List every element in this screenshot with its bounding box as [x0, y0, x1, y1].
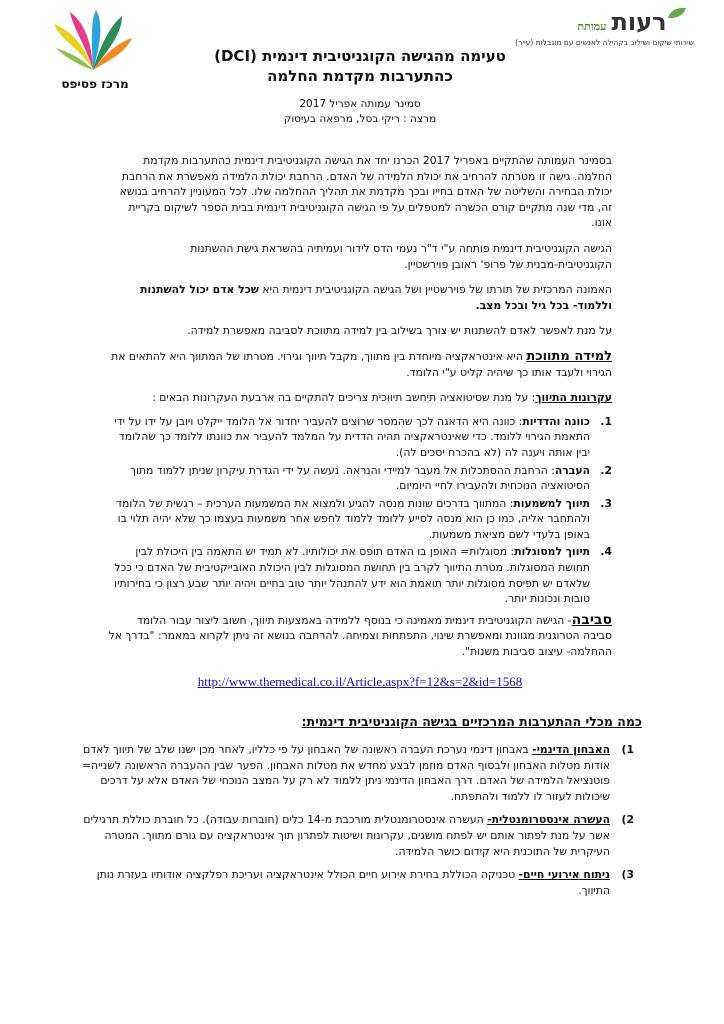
- article-link[interactable]: http://www.themedical.co.il/Article.aspx?f=12&s=2&id=1568: [197, 673, 523, 689]
- tool-text: טכניקה הכוללת בחירת אירוע חיים הכולל אינטראקציה ועריכת רפלקציה אודותיו בעזרת נותן התיווך.: [96, 868, 610, 897]
- tool-heading: ניתוח אירועי חיים-: [518, 868, 610, 882]
- paragraph-principles-intro: [108, 390, 612, 406]
- list-number: 1): [621, 743, 634, 756]
- seminar-line: סמינר עמותה אפריל 2017: [299, 98, 421, 110]
- list-item: [108, 463, 612, 494]
- principles-heading: עקרונות התיווך: [535, 391, 612, 405]
- list-number: 3): [621, 868, 634, 882]
- paragraph-intro: בסמינר העמותה שהתקיים באפריל 2017 הכרנו יחד את הגישה הקוגניטיבית דינמית כהתערבות מקדמת החלמה. גישה זו מטרתה להרחיב את יכולת הלמידה של האדם. הרחבת יכולת הלמידה מאפשרת את הרחבת יכולת הבחירה והשליטה של האדם בחייו ובכך מקדמת את תהליך ההחלמה שלו. לכל המעוניין להרחיב בנושא זה, מדי שנה מתקיים קורס הכשרה למטפלים על פי הגישה הקוגניטיבית דינמית בבית הספר לשיקום בקריית אונו.: [119, 154, 612, 230]
- paragraph-origin: הגישה הקוגניטיבית דינמית פותחה ע"י ד"ר נעמי הדס לידור ועמיתיה בהשראת גישת ההשתנות הקוגניטיבית-מבנית של פרופ' ראובן פוירשטיין.: [190, 241, 612, 271]
- paragraph-belief: [108, 282, 612, 313]
- tool-heading: העשרה אינסטרומנטלית-: [487, 813, 610, 827]
- list-item: [108, 544, 612, 606]
- tool-heading: האבחון הדינמי-: [532, 743, 610, 756]
- principle-text: : הרחבת ההסתכלות אל מעבר למיידי והנראה. נעשה על ידי הגדרת עיקרון שניתן ללמוד מתוך הסיטואציה הנוכחית ולהעבירו לחיי היומיום.: [130, 463, 590, 493]
- reut-logo: [515, 8, 694, 47]
- list-number: 4.: [600, 545, 612, 559]
- title-line-2: כהתערבות מקדמת החלמה: [267, 67, 453, 85]
- list-item: [108, 414, 612, 461]
- list-item: [108, 496, 612, 543]
- list-number: 2.: [600, 463, 612, 477]
- tool-text: באבחון דינמי נערכת העברה ראשונה של האבחון על פי כלליו, לאחר מכן ישנו שלב של תיווך לאדם אודות מטלות האבחון ולבסוף האדם מוזמן לבצע מחדש את מטלות האבחון. הפער שבין ההעברה הראשונה לשנייה= פוטנציאל הלמידה של האדם. דרך האבחון הדינמי ניתן ללמוד לא רק על המצב הנוכחי של האדם אלא על דרכים שיכולות לעזור לו ללמוד ולהתפתח.: [81, 743, 610, 803]
- principle-text: : מסוגלות= האופן בו האדם תופס את יכולותיו. לא תמיד יש התאמה בין היכולת לבין תחושת המסוגלות. מטרת התיווך לקרב בין תחושת המסוגלות לבין היכולת האובייקטיבית של האדם כי ככל שלאדם יש תפיסת מסוגלות יותר תואמת הוא ידע להתנהל יותר טוב בחיים ויהיה יותר שבע רצון כי בחירותיו טובות ונכונות יותר.: [114, 545, 590, 606]
- principle-heading: תיווך למסוגלות: [514, 545, 590, 559]
- principle-heading: תיווך למשמעות: [513, 496, 590, 510]
- main-content: [108, 153, 612, 703]
- mediated-learning-heading: למידה מתווכת: [526, 348, 612, 364]
- brand-tagline: שירותי שיקום ושילוב בקהילה לאנשים עם מוגבלות (עייר): [515, 38, 694, 47]
- environment-heading: סביבה: [571, 611, 612, 628]
- tool-text: העשרה אינסטרומנטלית מורכבת מ-14 כלים (חוברות עבודה). כל חוברת כוללת תרגילים אשר על מנת לפתור אותם יש לפתח מושגים, עקרונות ושיטות לפתרון תוך אינטראקציה עם גורם מתווך. המטרה העיקרית של התוכנית היא קידום כושר הלמידה.: [83, 813, 610, 858]
- left-logo-label: מרכז פסיפס: [61, 77, 129, 91]
- leaf-icon: [666, 6, 688, 20]
- brand-name: רעות: [611, 8, 667, 36]
- title-line-1: טעימה מהגישה הקוגניטיבית דינמית (DCI): [214, 47, 506, 65]
- pseifas-logo-icon: [52, 10, 134, 74]
- principle-heading: העברה: [554, 463, 590, 477]
- list-number: 3.: [600, 496, 612, 510]
- document-title: [190, 46, 530, 86]
- principle-heading: כוונה והדדיות: [522, 414, 590, 428]
- list-item: [78, 742, 634, 804]
- belief-bold-text: שכל אדם יכול להשתנות וללמוד- בכל גיל ובכל מצב.: [140, 283, 612, 312]
- list-item: [78, 867, 634, 898]
- mediated-learning-text: היא אינטראקציה מיוחדת בין מתווך, מקבל תיווך וגירוי. מטרתו של המתווך היא להתאים את הגירוי ולעבד אותו כך שיהיה קליט ע"י הלומד.: [111, 349, 612, 379]
- paragraph-combination: על מנת לאפשר לאדם להשתנות יש צורך בשילוב בין למידה מתווכת לסביבה מאפשרת למידה.: [187, 324, 612, 338]
- paragraph-mediated-learning: [108, 349, 612, 380]
- lecturer-line: מרצה : ריקי בסל, מרפאה בעיסוק: [283, 113, 437, 125]
- environment-text: - הגישה הקוגניטיבית דינמית מאמינה כי בנוסף ללמידה באמצעות תיווך, חשוב ליצור עבור הלומד סביבה הטרוגנית מגוונת ומאפשרת שינוי, התפתחות וצמיחה. להרחבה בנושא זה ניתן לקרוא במאמר: "בדרך אל ההחלמה- עיצוב סביבות משנות".: [108, 613, 612, 659]
- principles-list: [108, 414, 612, 607]
- brand-prefix: עמותת: [577, 20, 607, 33]
- tools-heading: כמה מכלי ההתערבות המרכזיים בגישה הקוגניטיבית דינמית:: [301, 714, 642, 729]
- principles-intro-text: : על מנת שסיטואציה תיחשב תיווכית צריכים להתקיים בה ארבעת העקרונות הבאים :: [152, 391, 536, 405]
- tools-list: [78, 742, 634, 906]
- paragraph-environment: [108, 613, 612, 660]
- seminar-info: [220, 97, 500, 127]
- belief-text: האמונה המרכזית של תורתו של פוירשטיין ושל הגישה הקוגניטיבית דינמית היא: [259, 283, 612, 297]
- list-number: 2): [621, 813, 634, 827]
- list-number: 1.: [600, 414, 612, 428]
- principle-text: : המתווך בדרכים שונות מנסה להגיע ולמצוא את המשמעות הערכית – רגשית של הלומד ולהתחבר אליה, כמו כן הוא מנסה לסייע ללומד ללמוד לחפש אחר משמעות בעצמו כך שלא יהיה תלוי בו באופן בלעדי לשם מציאת משמעות.: [116, 496, 590, 541]
- list-item: [78, 812, 634, 859]
- principle-text: : כוונה היא הדאגה לכך שהמסר שרוצים להעביר יחדור אל הלומד ייקלט ויובן על ידו על ידי התאמת הגירוי ללומד. כדי שאינטראקציה תהיה הדדית על המלמד להעביר את כוונתו ללומד כך שהלומד יבין אותה ויענה לה (לא בהכרח יסכים לה).: [114, 414, 590, 459]
